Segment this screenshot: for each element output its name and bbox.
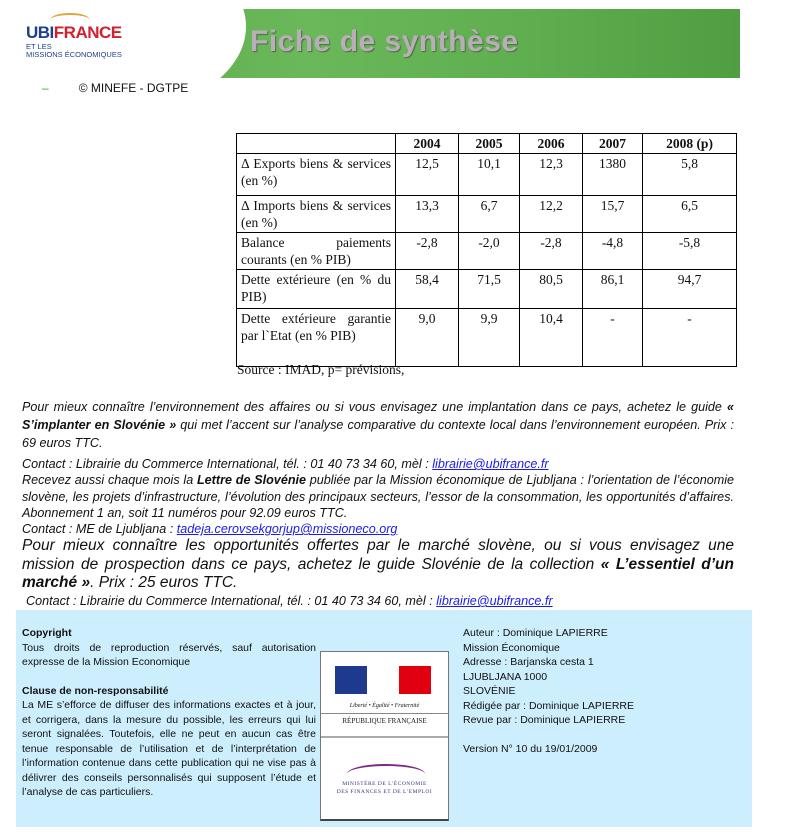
logo-text: UBIFRANCE (26, 23, 122, 42)
guide-title: « S’implanter en Slovénie » (22, 400, 734, 432)
copyright-text: © MINEFE - DGTPE (78, 81, 189, 95)
copyright-text: Tous droits de reproduction réservés, sauf autorisation expresse de la Mission Economique (22, 641, 316, 668)
cell: 86,1 (583, 270, 643, 309)
text: Recevez aussi chaque mois la (22, 473, 197, 487)
bullet: – (42, 81, 49, 95)
newsletter-paragraph (22, 472, 734, 522)
column-header: 2007 (583, 134, 643, 154)
text: qui met l’accent sur l’analyse comparative du contexte local dans l’environnement européen. Prix : 69 euros TTC. (22, 418, 734, 450)
copyright-title: Copyright (22, 627, 72, 639)
guide-paragraph (22, 398, 734, 452)
guide-title: « L’essentiel d’un marché » (22, 555, 734, 591)
cell: -2,8 (520, 233, 583, 270)
cell: 71,5 (459, 270, 520, 309)
author: Auteur : Dominique LAPIERRE (463, 627, 608, 639)
republique-francaise-logo (321, 652, 448, 738)
essential-guide-paragraph (22, 537, 734, 593)
contact-line (22, 456, 734, 473)
table-row (237, 154, 737, 196)
cell: 80,5 (520, 270, 583, 309)
cell: 94,7 (643, 270, 737, 309)
country: SLOVÉNIE (463, 685, 516, 697)
economic-indicators-table (236, 133, 737, 367)
text: Pour mieux connaître l’environnement des affaires ou si vous envisagez une implantation dans ce pays, achetez le guide (22, 400, 727, 414)
cell: 58,4 (396, 270, 459, 309)
address: Adresse : Barjanska cesta 1 (463, 656, 594, 668)
marianne-flag-icon (335, 666, 431, 694)
text: Contact : Librairie du Commerce International, tél. : 01 40 73 34 60, mèl : (22, 457, 433, 471)
cell: 12,2 (520, 196, 583, 233)
mission: Mission Économique (463, 641, 560, 654)
logo-swoosh-icon (50, 13, 90, 27)
footer-legal (22, 626, 316, 800)
ministere-logo (321, 738, 448, 820)
cell: 13,3 (396, 196, 459, 233)
column-header: 2008 (p) (643, 134, 737, 154)
copyright-line (42, 81, 188, 95)
cell: 15,7 (583, 196, 643, 233)
cell: 12,5 (396, 154, 459, 196)
city: LJUBLJANA 1000 (463, 670, 548, 683)
text: . Prix : 25 euros TTC. (90, 574, 238, 591)
logo-republique: RÉPUBLIQUE FRANÇAISE (321, 713, 448, 729)
ministere-line: MINISTÈRE DE L’ÉCONOMIE (342, 781, 427, 787)
text: Contact : Librairie du Commerce International, tél. : 01 40 73 34 60, mèl : (26, 594, 437, 608)
cell: -2,0 (459, 233, 520, 270)
cell: 12,3 (520, 154, 583, 196)
row-label: Dette extérieure (en % du PIB) (237, 270, 396, 309)
newsletter-title: Lettre de Slovénie (196, 473, 307, 487)
email-link[interactable]: librairie@ubifrance.fr (432, 457, 549, 471)
cell: 9,0 (396, 309, 459, 367)
cell: -5,8 (643, 233, 737, 270)
cell: 10,4 (520, 309, 583, 367)
email-link[interactable]: tadeja.cerovsekgorjup@missioneco.org (176, 522, 398, 536)
header-banner (16, 9, 740, 78)
ubifrance-logo (26, 23, 122, 59)
written-by: Rédigée par : Dominique LAPIERRE (463, 699, 635, 712)
cell: -4,8 (583, 233, 643, 270)
ministere-text (321, 780, 448, 796)
row-label: Δ Exports biens & services (en %) (237, 154, 396, 196)
reviewed-by: Revue par : Dominique LAPIERRE (463, 714, 626, 726)
cell: 10,1 (459, 154, 520, 196)
column-header: 2005 (459, 134, 520, 154)
table-source: Source : IMAD, p= prévisions, (237, 362, 405, 377)
footer (16, 610, 752, 827)
table-row (237, 309, 737, 367)
column-header: 2004 (396, 134, 459, 154)
table-row (237, 270, 737, 309)
ministere-line: DES FINANCES ET DE L’EMPLOI (336, 789, 433, 795)
cell: -2,8 (396, 233, 459, 270)
disclaimer-text: La ME s’efforce de diffuser des informations exactes et à jour, et corrigera, dans la mesure du possible, les erreurs qui lui seront signalées. Toutefois, elle ne peut en aucun cas être tenue responsable de l’utilisation et de l’interprétation de l’information contenue dans cette publication qui ne vise pas à délivrer des conseils personnalisés qui supposent l’étude et l’analyse de cas particuliers. (22, 699, 316, 798)
column-header (237, 134, 396, 154)
disclaimer-title: Clause de non-responsabilité (22, 684, 169, 697)
government-logos (320, 651, 449, 821)
table-row (237, 196, 737, 233)
cell: 6,5 (643, 196, 737, 233)
column-header: 2006 (520, 134, 583, 154)
footer-author-info (463, 626, 634, 756)
text: publiée par la Mission économique de Ljubljana : l’orientation de l’économie slovène, les projets d’infrastructure, l’évolution des principaux secteurs, l’essor de la consommation, les opportunités d’affaires. Abonnement 1 an, soit 11 numéros pour 92.09 euros TTC. (22, 473, 734, 520)
logo-motto: Liberté • Égalité • Fraternité (349, 703, 420, 709)
row-label: Balance paiements courants (en % PIB) (237, 233, 396, 270)
cell: - (643, 309, 737, 367)
text: Pour mieux connaître les opportunités offertes par le marché slovène, ou si vous envisagez une mission de prospection dans ce pays, achetez le guide Slovénie de la collection (22, 537, 734, 573)
row-label: Δ Imports biens & services (en %) (237, 196, 396, 233)
text: Contact : ME de Ljubljana : (22, 522, 177, 536)
version: Version N° 10 du 19/01/2009 (463, 742, 598, 755)
cell: 5,8 (643, 154, 737, 196)
cell: 9,9 (459, 309, 520, 367)
cell: 1380 (583, 154, 643, 196)
table-row (237, 233, 737, 270)
cell: 6,7 (459, 196, 520, 233)
contact-line (22, 521, 734, 538)
row-label: Dette extérieure garantie par l`Etat (en % PIB) (237, 309, 396, 367)
email-link[interactable]: librairie@ubifrance.fr (436, 594, 553, 608)
logo-sub1: ET LES (26, 42, 52, 51)
cell: - (583, 309, 643, 367)
logo-sub2: MISSIONS ÉCONOMIQUES (26, 50, 122, 59)
page-title: Fiche de synthèse (250, 25, 519, 58)
contact-line (26, 593, 738, 610)
table-header-row (237, 134, 737, 154)
